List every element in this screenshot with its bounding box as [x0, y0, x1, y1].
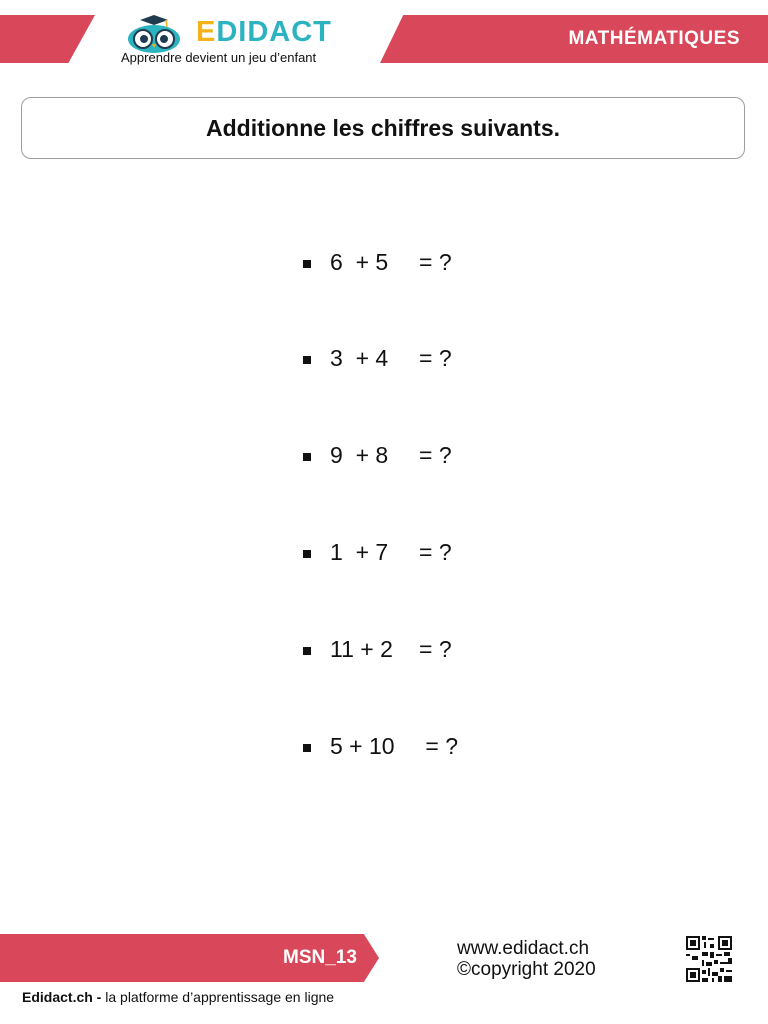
exercise-equals: = ?: [419, 539, 452, 565]
exercise-equals: = ?: [419, 442, 452, 468]
exercise-expression: 9 + 8: [330, 442, 389, 468]
footer-slogan-text: la platforme d’apprentissage en ligne: [105, 989, 335, 1005]
brand-rest: DIDACT: [216, 16, 332, 48]
bullet-icon: [303, 647, 311, 655]
bullet-icon: [303, 453, 311, 461]
brand-initial: E: [196, 16, 217, 48]
subject-label: MATHÉMATIQUES: [568, 28, 740, 49]
tagline: Apprendre devient un jeu d’enfant: [121, 50, 317, 65]
bullet-icon: [303, 260, 311, 268]
qr-code-icon: [686, 936, 732, 982]
exercise-expression: 3 + 4: [330, 345, 389, 371]
footer-slogan: [22, 989, 334, 1005]
exercise-expression: 11 + 2: [330, 636, 393, 662]
exercise-equals: = ?: [419, 636, 452, 662]
copyright-text: ©copyright 2020: [457, 959, 596, 980]
brand-name: [196, 16, 332, 49]
exercise-equals: = ?: [419, 345, 452, 371]
website-link[interactable]: www.edidact.ch: [457, 938, 590, 959]
worksheet-code: MSN_13: [283, 947, 357, 968]
bullet-icon: [303, 550, 311, 558]
header-left-band: [0, 15, 95, 63]
exercise-expression: 5 + 10: [330, 733, 395, 759]
instruction-box: [21, 97, 745, 159]
exercise-equals: = ?: [419, 733, 459, 759]
bullet-icon: [303, 744, 311, 752]
footer-separator: -: [92, 989, 106, 1005]
footer-site-block: [457, 938, 596, 980]
exercise-expression: 6 + 5: [330, 249, 389, 275]
exercise-equals: = ?: [419, 249, 452, 275]
exercise-expression: 1 + 7: [330, 539, 389, 565]
owl-logo-icon: [126, 14, 182, 54]
instruction-text: Additionne les chiffres suivants.: [205, 114, 561, 141]
bullet-icon: [303, 356, 311, 364]
footer-brand: Edidact.ch: [22, 989, 93, 1005]
